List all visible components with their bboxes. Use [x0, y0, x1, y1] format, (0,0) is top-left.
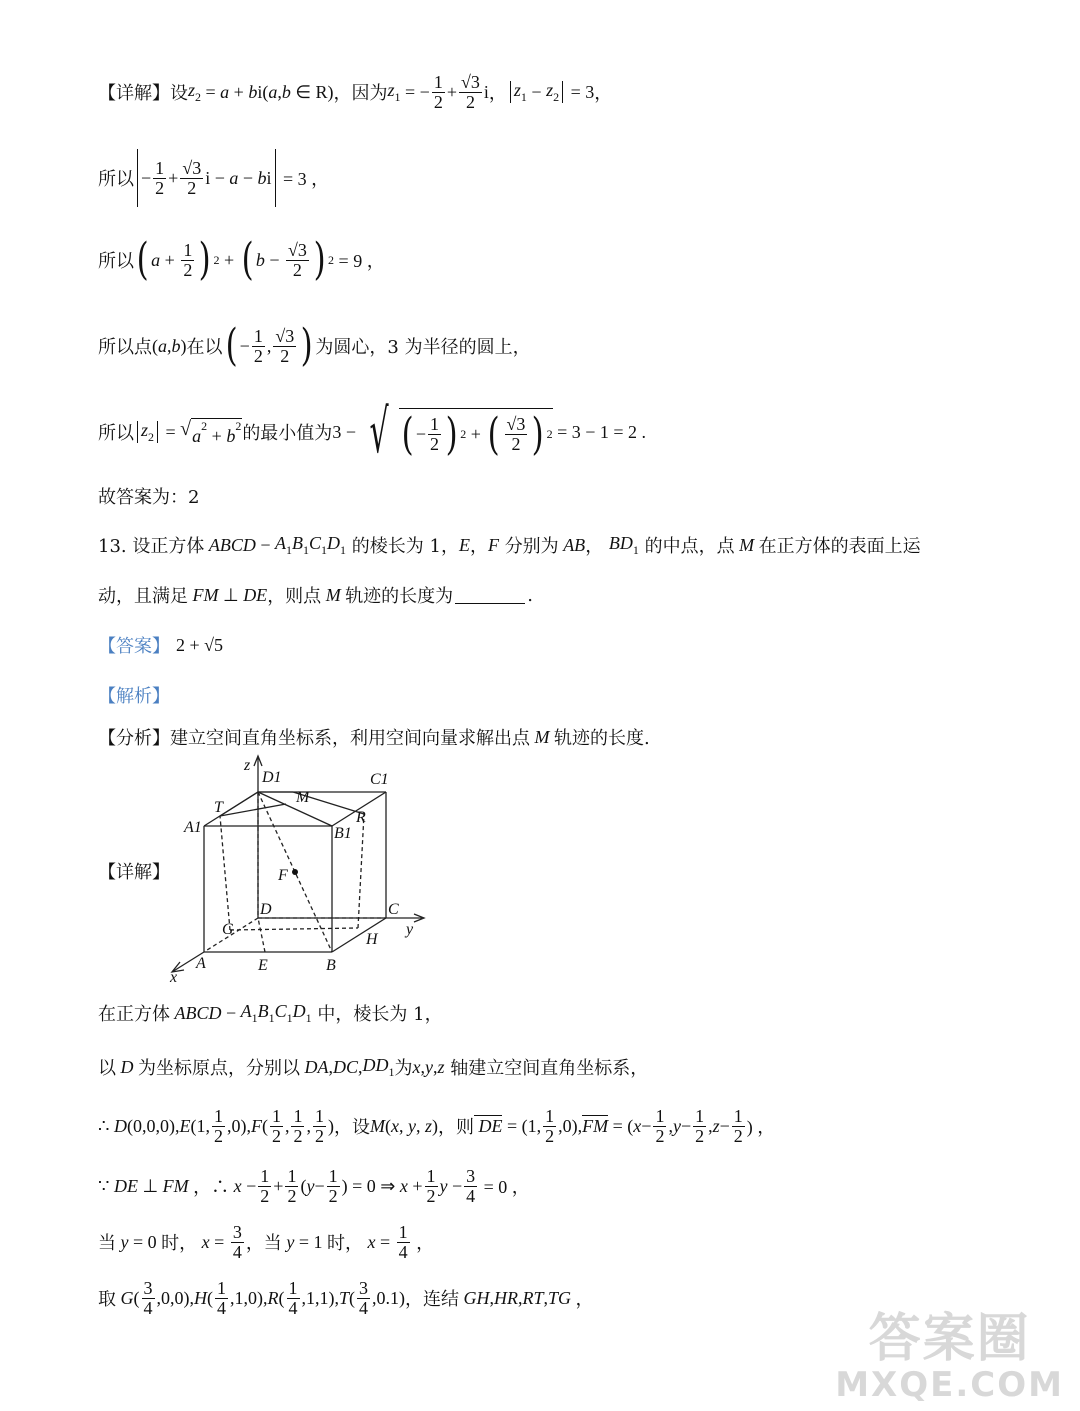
svg-text:E: E — [258, 957, 268, 974]
analysis-label: 【解析】 — [98, 686, 170, 707]
final-answer-line: 故答案为：2 — [98, 487, 200, 508]
solution-line-2: 所以 − $\frac{1}{2}$ + $\frac{√3}{2}$ i − a − b i = 3 ， — [98, 150, 329, 206]
svg-text:A1: A1 — [184, 819, 202, 836]
fenxi-label: 【分析】 — [98, 728, 170, 749]
cube-figure — [168, 752, 438, 984]
answer-value: 2 + √5 — [176, 634, 224, 655]
step-1: 在正方体 ABCD − $A_1B_1C_1D_1$ 中，棱长为 1， — [98, 1000, 443, 1025]
solution-line-1: 【详解】 设 $z_2$ = a + b i( a , b ∈ R) ，因为 $z_1$ = − $\frac{1}{2}$ + $\frac{√3}{2}$ i ， $z_1$ − $z_2$ = 3 ， — [98, 71, 613, 112]
svg-text:R: R — [356, 809, 366, 826]
detail-figure-line: 【详解】 — [98, 862, 170, 883]
watermark: 答案圈 MXQE.COM — [835, 1309, 1064, 1405]
question-13-line-2: 动，且满足 FM ⊥ DE ，则点 M 轨迹的长度为 . — [98, 584, 533, 607]
svg-text:B1: B1 — [334, 825, 352, 842]
svg-text:G: G — [222, 921, 234, 938]
svg-text:F: F — [278, 867, 288, 884]
svg-text:C: C — [388, 901, 399, 918]
svg-text:y: y — [406, 921, 414, 938]
question-13-line-1: 13. 设正方体 ABCD − $A_1B_1C_1D_1$ 的棱长为 1， E ， F 分别为 AB ， $BD_1$ 的中点，点 M 在正方体的表面上运 — [98, 532, 921, 557]
svg-text:z: z — [244, 757, 251, 774]
step-6: 取 G ( $\frac{3}{4}$ ,0,0), H ( $\frac{1}{4}$ ,1,0), R ( $\frac{1}{4}$ ,1,1), T ( $\frac{3}{4}$ ,0.1) ，连结 GH , HR , RT , TG ， — [98, 1277, 594, 1318]
solution-line-3: 所以 ( a + $\frac{1}{2}$ ) 2 + ( b − $\frac{√3}{2}$ ) 2 = 9 ， — [98, 234, 385, 285]
svg-text:B: B — [326, 957, 336, 974]
svg-text:H: H — [366, 931, 378, 948]
svg-text:x: x — [170, 969, 178, 984]
point-f — [292, 869, 298, 875]
step-3: ∴ D (0,0,0), E (1, $\frac{1}{2}$ ,0), F ( $\frac{1}{2}$ , $\frac{1}{2}$ , $\frac{1}{2}$ ) ，设 M ( x , y , z ) ，则 DE = (1, $\frac{1}{2}$ ,0), FM = ( x − $\frac{1}{2}$ , y − $\frac{1}{2}$ , z − $\frac{1}{2}$ ) ， — [98, 1105, 776, 1146]
answer-line — [98, 630, 223, 660]
answer-label: 【答案】 — [98, 636, 170, 657]
step-5: 当 y = 0 时， x = $\frac{3}{4}$ ，当 y = 1 时， x = $\frac{1}{4}$ ， — [98, 1221, 435, 1262]
svg-text:T: T — [214, 799, 223, 816]
formula-z2: $z_2$ — [188, 79, 202, 104]
fenxi-line: 【分析】 建立空间直角坐标系，利用空间向量求解出点 M 轨迹的长度. — [98, 722, 650, 752]
detail-label: 【详解】 — [98, 83, 170, 104]
svg-text:D: D — [260, 901, 272, 918]
answer-blank — [455, 587, 525, 604]
svg-text:A: A — [196, 955, 206, 972]
step-2: 以 D 为坐标原点，分别以 DA , DC , $DD_1$ 为 x , y , z 轴建立空间直角坐标系， — [98, 1054, 649, 1079]
solution-line-4: 所以点 ( a , b ) 在以 ( − $\frac{1}{2}$ , $\frac{√3}{2}$ ) 为圆心，3 为半径的圆上， — [98, 320, 531, 371]
svg-text:M: M — [296, 789, 310, 806]
step-4: ∵ DE ⊥ FM ，∴ x − $\frac{1}{2}$ + $\frac{1}{2}$ ( y − $\frac{1}{2}$ ) = 0 ⇒ x + $\frac{1}{2}$ y − $\frac{3}{4}$ = 0 ， — [98, 1165, 530, 1206]
analysis-line — [98, 680, 170, 710]
svg-text:D1: D1 — [262, 769, 282, 786]
solution-line-5: 所以 $z_2$ = √ $a^2 + b^2$ 的最小值为 3 − √ ( − $\frac{1}{2}$ ) 2 + ( $\frac{√3}{2}$ ) 2 = 3 − 1 = 2 . — [98, 397, 647, 467]
svg-text:C1: C1 — [370, 771, 389, 788]
